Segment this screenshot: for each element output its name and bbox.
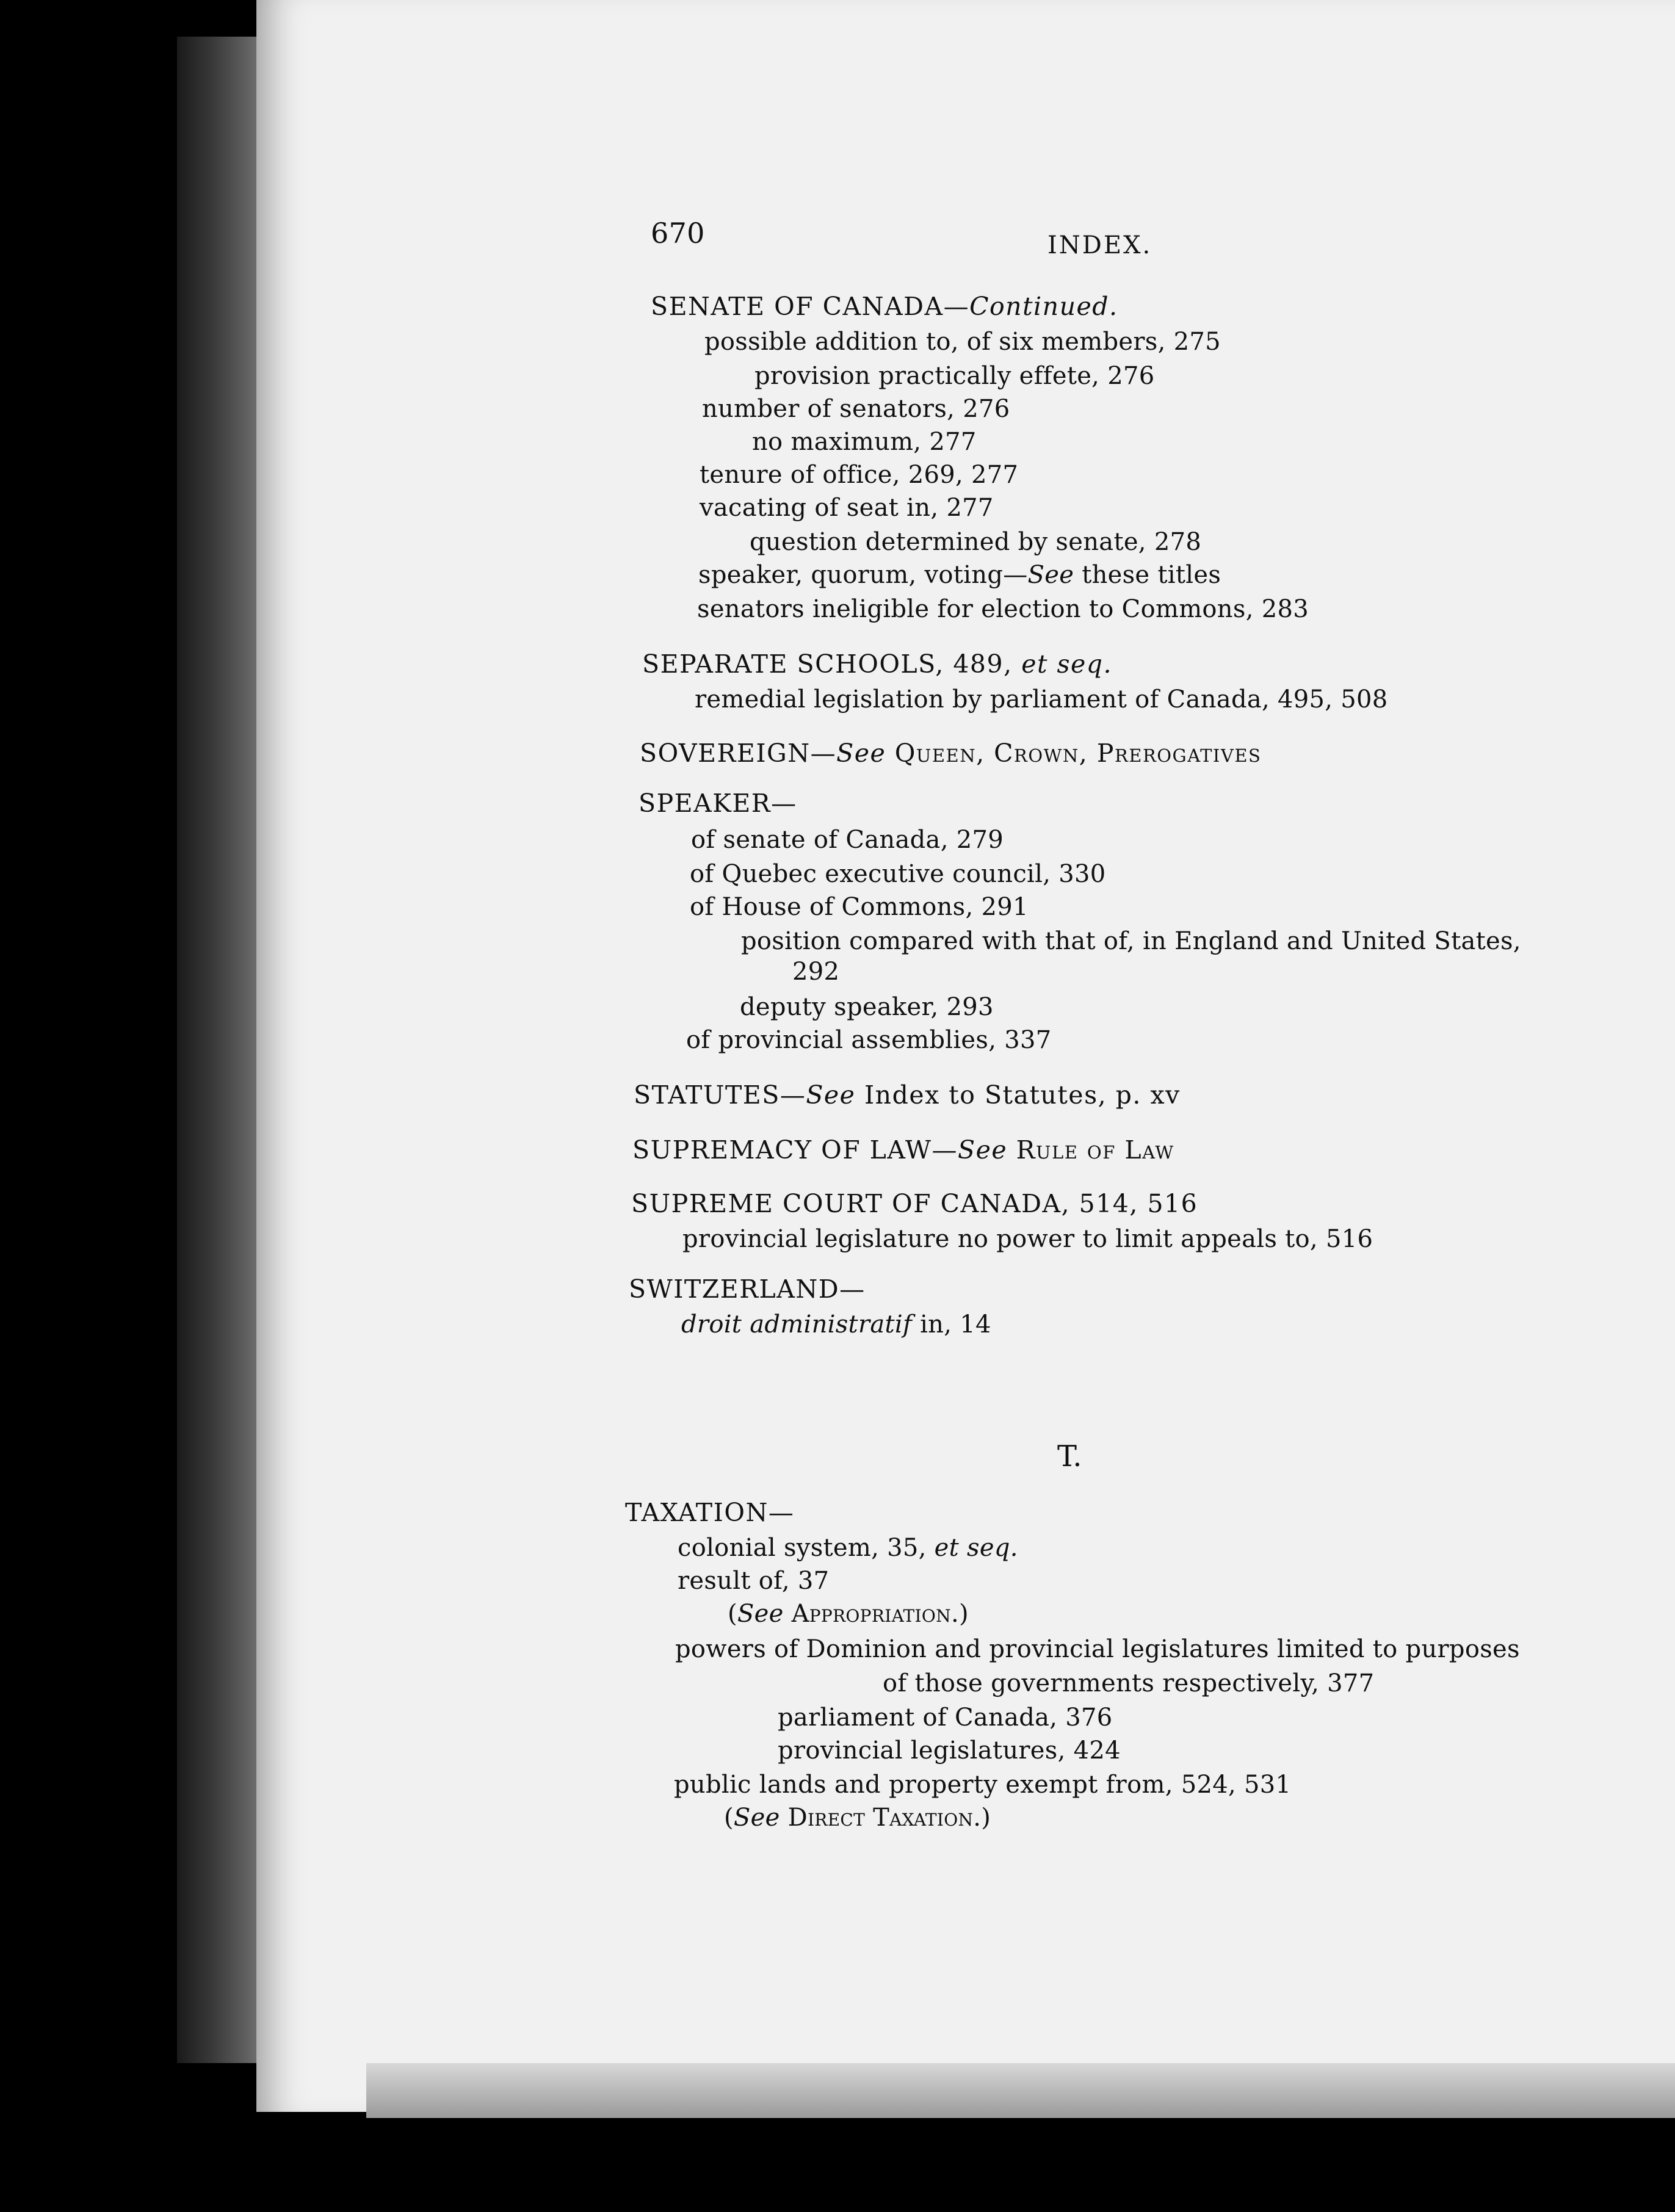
- section-letter: T.: [1057, 1439, 1082, 1473]
- index-subentry: parliament of Canada, 376: [778, 1704, 1113, 1732]
- index-entry: droit administratif in, 14: [681, 1310, 991, 1339]
- running-head: INDEX.: [1047, 231, 1152, 259]
- index-heading: SOVEREIGN—See Queen, Crown, Prerogatives: [640, 739, 1262, 768]
- index-heading: SUPREME COURT OF CANADA, 514, 516: [631, 1189, 1198, 1218]
- index-subentry: (See Direct Taxation.): [724, 1804, 991, 1832]
- index-entry: senators ineligible for election to Commons, 283: [697, 595, 1309, 623]
- index-subentry: (See Appropriation.): [728, 1600, 969, 1628]
- index-entry: powers of Dominion and provincial legislatures limited to purposes: [675, 1635, 1520, 1663]
- index-entry: public lands and property exempt from, 524, 531: [674, 1771, 1292, 1799]
- index-entry: result of, 37: [678, 1567, 830, 1595]
- index-heading: SWITZERLAND—: [629, 1274, 866, 1304]
- index-heading: SEPARATE SCHOOLS, 489, et seq.: [642, 649, 1113, 679]
- index-subentry: deputy speaker, 293: [740, 993, 994, 1021]
- index-entry: vacating of seat in, 277: [700, 494, 994, 522]
- page-number: 670: [651, 217, 705, 250]
- index-entry: of provincial assemblies, 337: [686, 1026, 1052, 1054]
- index-subentry: question determined by senate, 278: [750, 528, 1202, 556]
- index-entry: of House of Commons, 291: [690, 893, 1029, 921]
- index-subentry: provincial legislatures, 424: [778, 1737, 1121, 1765]
- index-continuation: of those governments respectively, 377: [883, 1669, 1375, 1697]
- index-heading: STATUTES—See Index to Statutes, p. xv: [634, 1080, 1181, 1110]
- index-entry: possible addition to, of six members, 275: [704, 328, 1221, 356]
- index-heading: SUPREMACY OF LAW—See Rule of Law: [632, 1135, 1174, 1165]
- index-entry: colonial system, 35, et seq.: [678, 1534, 1018, 1562]
- page-bottom-shadow: [366, 2063, 1675, 2118]
- index-subentry: provision practically effete, 276: [754, 362, 1155, 390]
- index-entry: tenure of office, 269, 277: [700, 461, 1019, 489]
- index-entry: remedial legislation by parliament of Canada, 495, 508: [695, 685, 1388, 714]
- index-entry: of Quebec executive council, 330: [690, 860, 1106, 888]
- index-entry: of senate of Canada, 279: [691, 826, 1004, 854]
- index-entry: number of senators, 276: [702, 395, 1010, 423]
- index-heading: TAXATION—: [625, 1498, 795, 1527]
- index-continuation: 292: [792, 958, 840, 986]
- index-entry: provincial legislature no power to limit appeals to, 516: [682, 1225, 1373, 1253]
- index-heading: SPEAKER—: [639, 789, 797, 818]
- index-heading: SENATE OF CANADA—Continued.: [651, 292, 1118, 321]
- index-subentry: no maximum, 277: [752, 428, 977, 456]
- index-subentry: position compared with that of, in England and United States,: [741, 927, 1521, 955]
- index-entry: speaker, quorum, voting—See these titles: [698, 561, 1221, 589]
